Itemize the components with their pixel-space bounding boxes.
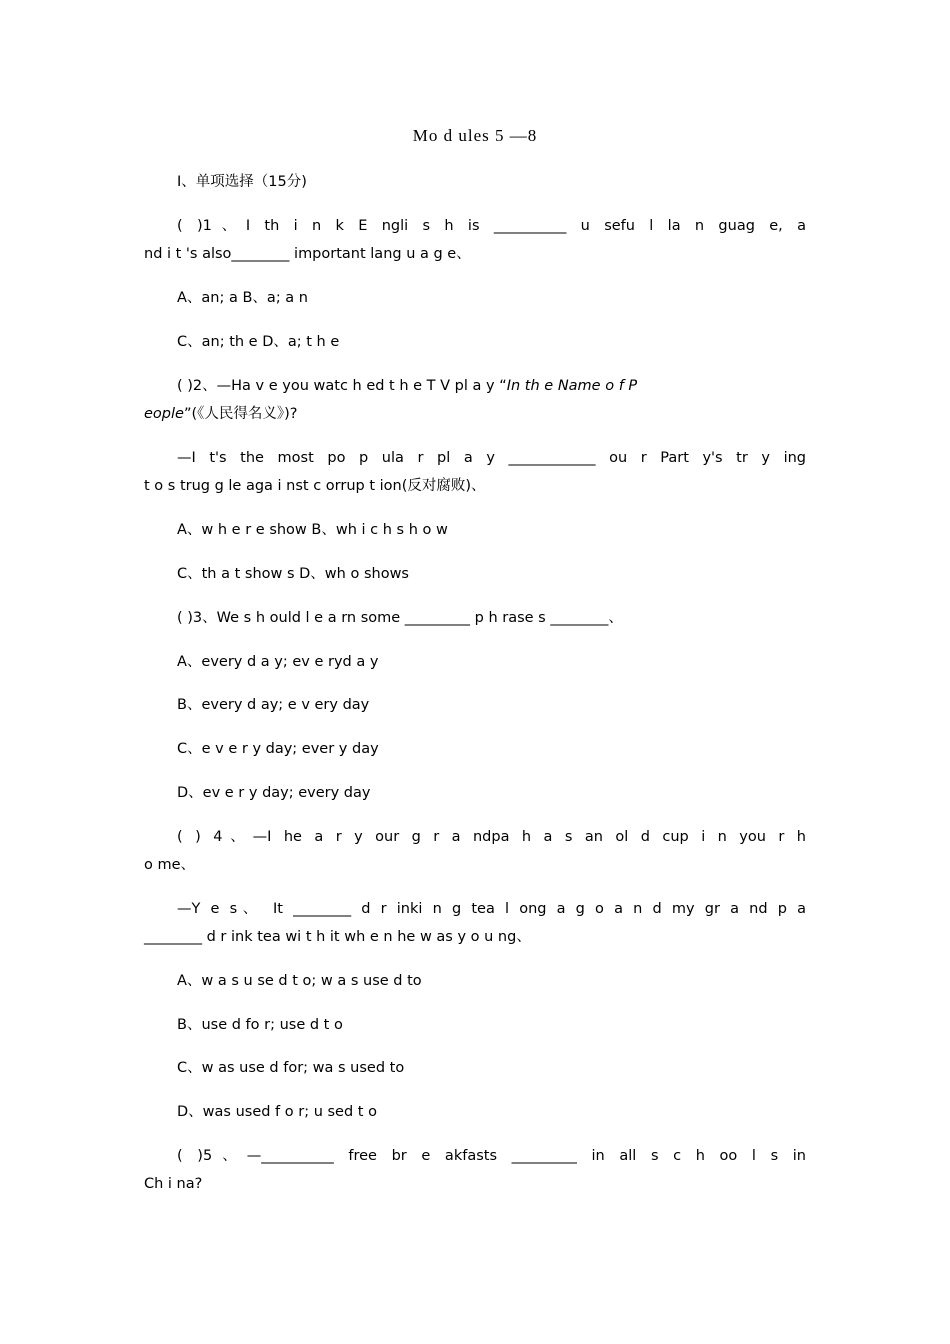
question-1-option-line: C、an; th e D、a; t h e xyxy=(177,334,340,350)
question-2-stem-text: ( )2、—Ha v e you watc h ed t h e T V pl a y “ xyxy=(177,378,507,394)
question-2-option-line: C、th a t show s D、wh o shows xyxy=(177,566,409,582)
question-4-stem-line-2: o me、 xyxy=(144,857,196,873)
question-4-stem-line-4: ________ d r ink tea wi t h it wh e n he w as y o u ng、 xyxy=(144,929,531,945)
question-3-option-a: A、every d a y; ev e ryd a y xyxy=(177,654,379,670)
question-3-option-d: D、ev e r y day; every day xyxy=(177,785,371,801)
drama-title-italic: In th e Name o f P xyxy=(506,378,638,394)
question-1-stem-line-1: ( )1、I th i n k E ngli s h is __________ u sefu l la n guag e, a xyxy=(177,218,806,234)
question-5-stem-line-1: ( )5、—__________ free br e akfasts _________ in all s c h oo l s in xyxy=(177,1148,806,1164)
question-2-option-line: A、w h e r e show B、wh i c h s h o w xyxy=(177,522,448,538)
question-5-stem-line-2: Ch i na? xyxy=(144,1176,203,1192)
question-3-option-c: C、e v e r y day; ever y day xyxy=(177,741,379,757)
question-3-stem: ( )3、We s h ould l e a rn some _________ p h rase s ________、 xyxy=(177,610,623,626)
question-2-stem-line-2 xyxy=(144,404,297,424)
document-title: Mo d ules 5 —8 xyxy=(412,126,538,145)
question-1-stem-line-2: nd i t 's also________ important lang u a g e、 xyxy=(144,246,471,262)
question-1-option-line: A、an; a B、a; a n xyxy=(177,290,308,306)
question-4-option-a: A、w a s u se d t o; w a s use d to xyxy=(177,973,422,989)
question-4-option-c: C、w as use d for; wa s used to xyxy=(177,1060,405,1076)
question-3-option-b: B、every d ay; e v ery day xyxy=(177,697,370,713)
question-2-stem-line-1 xyxy=(177,376,637,396)
drama-title-italic-continued: eople xyxy=(144,406,184,422)
question-4-stem-line-3: —Y e s、 It ________ d r inki n g tea l ong a g o a n d my gr a nd p a xyxy=(177,901,806,917)
question-4-stem-line-1: ( ) 4、—I he a r y our g r a ndpa h a s an ol d cup i n you r h xyxy=(177,829,806,845)
drama-title-chinese: ”(《人民得名义》)? xyxy=(183,406,298,422)
question-4-option-b: B、use d fo r; use d t o xyxy=(177,1017,343,1033)
question-2-stem-line-4: t o s trug g le aga i nst c orrup t ion(反对腐败)、 xyxy=(144,478,486,494)
question-2-stem-line-3: —I t's the most po p ula r pl a y ____________ ou r Part y's tr y ing xyxy=(177,450,806,466)
section-heading: Ⅰ、单项选择（15分) xyxy=(177,174,307,190)
question-4-option-d: D、was used f o r; u sed t o xyxy=(177,1104,377,1120)
